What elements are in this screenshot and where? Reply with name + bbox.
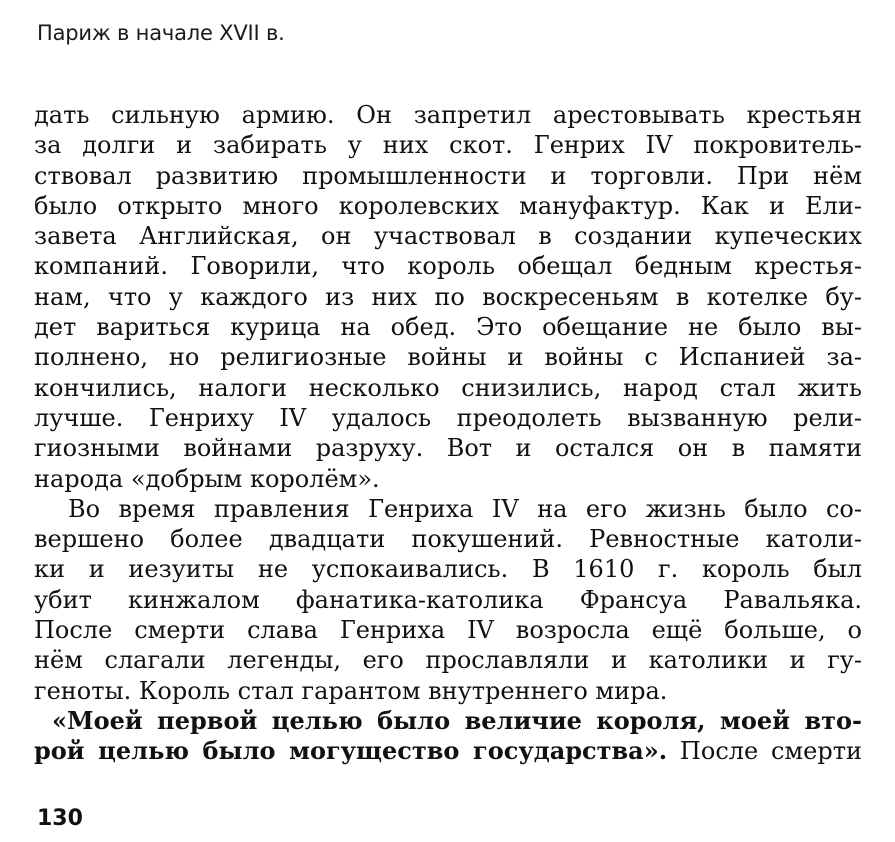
text-line: за долги и забирать у них скот. Генрих IV покровитель- — [34, 131, 862, 160]
text-line: нём слагали легенды, его прославляли и католики и гу- — [34, 646, 862, 675]
quote-line: «Моей первой целью было величие короля, моей вто- — [52, 705, 862, 735]
text-line: кончились, налоги несколько снизились, народ стал жить — [34, 373, 862, 402]
text-line: дет вариться курица на обед. Это обещание не было вы- — [34, 313, 862, 342]
text-line: убит кинжалом фанатика-католика Франсуа Равальяка. — [34, 585, 862, 614]
quote-continuation-line — [34, 736, 862, 766]
paragraph-first-line: Во время правления Генриха IV на его жизнь было со- — [68, 494, 862, 523]
text-line: После смерти слава Генриха IV возросла ещё больше, о — [34, 616, 862, 645]
text-line: полнено, но религиозные войны и войны с Испанией за- — [34, 343, 862, 372]
text-line: народа «добрым королём». — [34, 464, 380, 493]
text-line: завета Английская, он участвовал в создании купеческих — [34, 222, 862, 251]
text-line: гиозными войнами разруху. Вот и остался он в памяти — [34, 434, 862, 463]
text-line: геноты. Король стал гарантом внутреннего мира. — [34, 676, 668, 705]
quote-trailing-text: После смерти — [667, 737, 862, 766]
text-line: компаний. Говорили, что король обещал бедным крестья- — [34, 252, 862, 281]
text-line: вершено более двадцати покушений. Ревностные католи- — [34, 525, 862, 554]
text-line: ствовал развитию промышленности и торговли. При нём — [34, 161, 862, 190]
page-number: 130 — [37, 806, 83, 831]
body-text — [34, 100, 862, 767]
figure-caption: Париж в начале XVII в. — [37, 21, 285, 45]
text-line: дать сильную армию. Он запретил арестовывать крестьян — [34, 101, 862, 129]
text-line: ки и иезуиты не успокаивались. В 1610 г. король был — [34, 555, 862, 584]
text-line: нам, что у каждого из них по воскресеньям в котелке бу- — [34, 282, 862, 311]
text-line: лучше. Генриху IV удалось преодолеть вызванную рели- — [34, 403, 862, 432]
text-line: было открыто много королевских мануфактур. Как и Ели- — [34, 191, 862, 220]
quote-bold-text: рой целью было могущество государства». — [34, 736, 668, 766]
